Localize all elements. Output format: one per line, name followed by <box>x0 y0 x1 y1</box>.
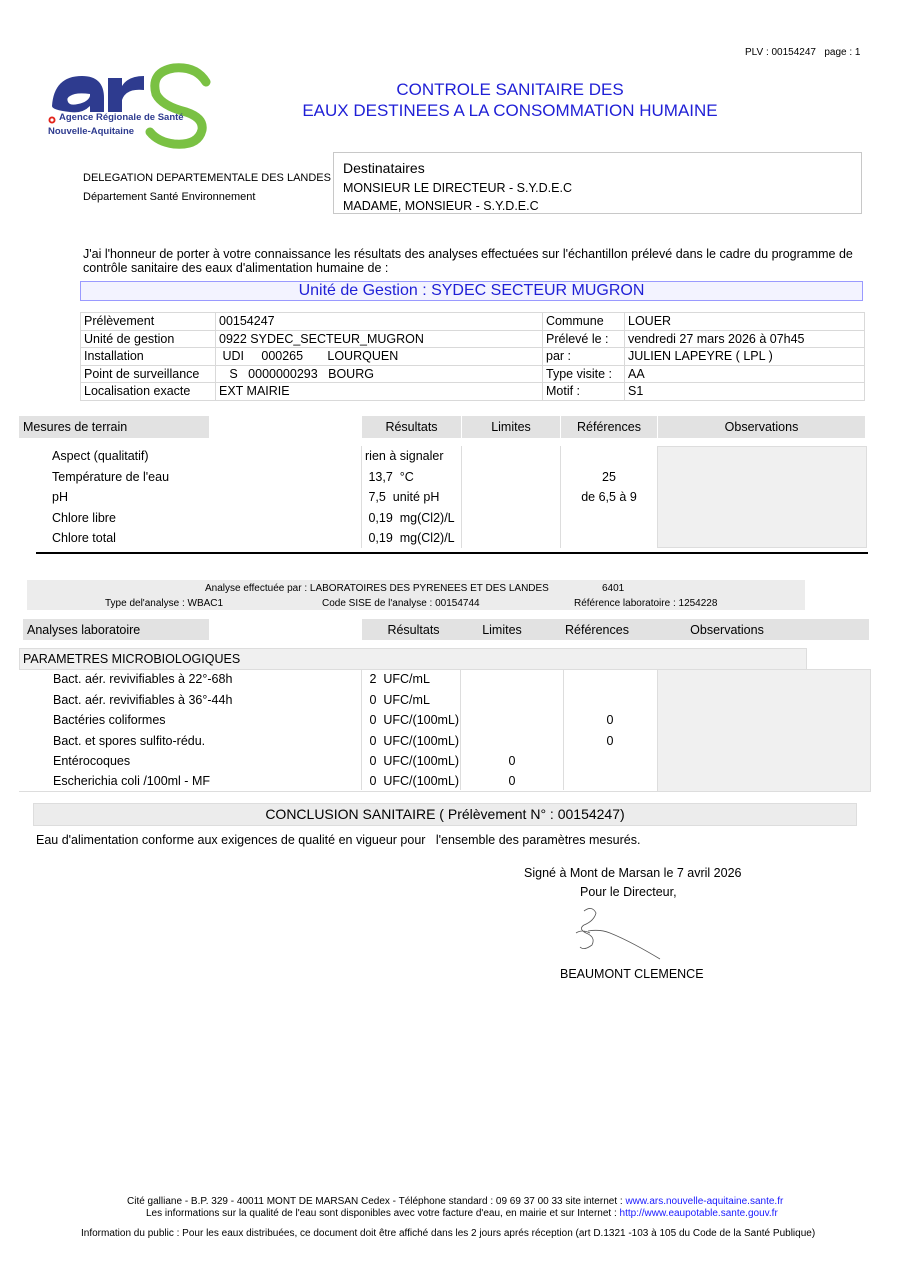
param-name: Bactéries coliformes <box>53 713 166 727</box>
signature-scribble <box>570 903 670 963</box>
intro-text: J'ai l'honneur de porter à votre connaissance les résultats des analyses effectuées sur l'échantillon prélevé dans le cadre du programme de contrôle sanitaire des eaux d'alimentation humaine de : <box>83 247 853 275</box>
logo-tagline: Agence Régionale de Santé <box>59 112 184 123</box>
param-name: pH <box>52 490 68 504</box>
table-row: Localisation exacte EXT MAIRIE Motif : S1 <box>81 383 865 401</box>
signature-for: Pour le Directeur, <box>580 885 677 899</box>
param-result: 0 UFC/(100mL) <box>366 774 460 788</box>
delegation-name: DELEGATION DEPARTEMENTALE DES LANDES <box>83 172 331 184</box>
param-result: 7,5 unité pH <box>365 490 440 504</box>
param-result: 0 UFC/(100mL) <box>366 713 460 727</box>
param-limit: 0 <box>508 754 516 768</box>
logo-region: Nouvelle-Aquitaine <box>48 126 135 137</box>
param-name: Bact. et spores sulfito-rédu. <box>53 734 206 748</box>
table-row: Prélèvement 00154247 Commune LOUER <box>81 313 865 331</box>
recipients-label: Destinataires <box>343 160 425 176</box>
recipients-box <box>333 152 862 214</box>
recipient-2: MADAME, MONSIEUR - S.Y.D.E.C <box>343 199 539 213</box>
microbiology-group: PARAMETRES MICROBIOLOGIQUES <box>19 648 807 670</box>
col-limits: Limites <box>462 416 560 438</box>
param-ref: 25 <box>602 470 616 484</box>
document-title: CONTROLE SANITAIRE DES EAUX DESTINEES A LA CONSOMMATION HUMAINE <box>302 80 718 120</box>
recipient-1: MONSIEUR LE DIRECTEUR - S.Y.D.E.C <box>343 181 572 195</box>
col-results: Résultats <box>362 416 461 438</box>
lab-analysis-header: Analyses laboratoire <box>23 619 209 640</box>
param-result: 13,7 °C <box>365 470 414 484</box>
param-ref: de 6,5 à 9 <box>581 490 637 504</box>
department-name: Département Santé Environnement <box>83 191 256 203</box>
site-link[interactable]: www.ars.nouvelle-aquitaine.sante.fr <box>625 1196 784 1207</box>
lab-cols-header: Résultats Limites Références Observations <box>362 619 869 640</box>
ars-logo <box>46 62 221 154</box>
table-row: Installation UDI 000265 LOURQUEN par : JULIEN LAPEYRE ( LPL ) <box>81 348 865 366</box>
plv-number: PLV : 00154247 page : 1 <box>745 47 861 58</box>
footer-address: Cité galliane - B.P. 329 - 40011 MONT DE MARSAN Cedex - Téléphone standard : 09 69 37 00 33 site internet : www.ars.nouvelle-aquitaine.sante.fr <box>127 1196 784 1207</box>
param-name: Chlore total <box>52 531 116 545</box>
param-name: Bact. aér. revivifiables à 22°-68h <box>53 672 233 686</box>
management-unit: Unité de Gestion : SYDEC SECTEUR MUGRON <box>80 281 863 301</box>
analysis-info: Analyse effectuée par : LABORATOIRES DES PYRENEES ET DES LANDES 6401 Type del'analyse : WBAC1 Code SISE de l'analyse : 00154744 Référence laboratoire : 1254228 <box>27 580 805 610</box>
param-name: Escherichia coli /100ml - MF <box>53 774 210 788</box>
param-result: rien à signaler <box>365 449 444 463</box>
param-result: 0 UFC/mL <box>366 693 430 707</box>
param-result: 0,19 mg(Cl2)/L <box>365 511 455 525</box>
signature-image <box>570 903 670 968</box>
conclusion-title: CONCLUSION SANITAIRE ( Prélèvement N° : 00154247) <box>33 803 857 826</box>
col-observations: Observations <box>658 416 865 438</box>
table-row: Point de surveillance S 0000000293 BOURG Type visite : AA <box>81 365 865 383</box>
signatory-name: BEAUMONT CLEMENCE <box>560 967 704 981</box>
table-row: Unité de gestion 0922 SYDEC_SECTEUR_MUGRON Prélevé le : vendredi 27 mars 2026 à 07h45 <box>81 330 865 348</box>
sample-info-table <box>80 312 865 401</box>
param-result: 0 UFC/(100mL) <box>366 754 460 768</box>
param-result: 0,19 mg(Cl2)/L <box>365 531 455 545</box>
param-name: Température de l'eau <box>52 470 170 484</box>
footer-public-info: Information du public : Pour les eaux distribuées, ce document doit être affiché dans les 2 jours aprés réception (art D.1321 -103 à 105 du Code de la Santé Publique) <box>81 1228 816 1239</box>
ars-logo-graphic <box>46 62 221 154</box>
param-result: 2 UFC/mL <box>366 672 430 686</box>
field-measures-header: Mesures de terrain <box>19 416 209 438</box>
param-ref: 0 <box>606 713 614 727</box>
conclusion-text: Eau d'alimentation conforme aux exigences de qualité en vigueur pour l'ensemble des paramètres mesurés. <box>36 833 641 847</box>
lab-observations-cell <box>657 669 871 792</box>
signature-place-date: Signé à Mont de Marsan le 7 avril 2026 <box>524 866 742 880</box>
col-references: Références <box>561 416 657 438</box>
param-ref: 0 <box>606 734 614 748</box>
observations-cell <box>657 446 867 548</box>
param-limit: 0 <box>508 774 516 788</box>
eaupotable-link[interactable]: http://www.eaupotable.sante.gouv.fr <box>619 1208 778 1219</box>
param-name: Entérocoques <box>53 754 131 768</box>
param-name: Chlore libre <box>52 511 116 525</box>
param-name: Aspect (qualitatif) <box>52 449 149 463</box>
param-result: 0 UFC/(100mL) <box>366 734 460 748</box>
divider <box>36 552 868 554</box>
footer-info: Les informations sur la qualité de l'eau sont disponibles avec votre facture d'eau, en mairie et sur Internet : http://www.eaupotable.sante.gouv.fr <box>146 1208 778 1219</box>
param-name: Bact. aér. revivifiables à 36°-44h <box>53 693 233 707</box>
